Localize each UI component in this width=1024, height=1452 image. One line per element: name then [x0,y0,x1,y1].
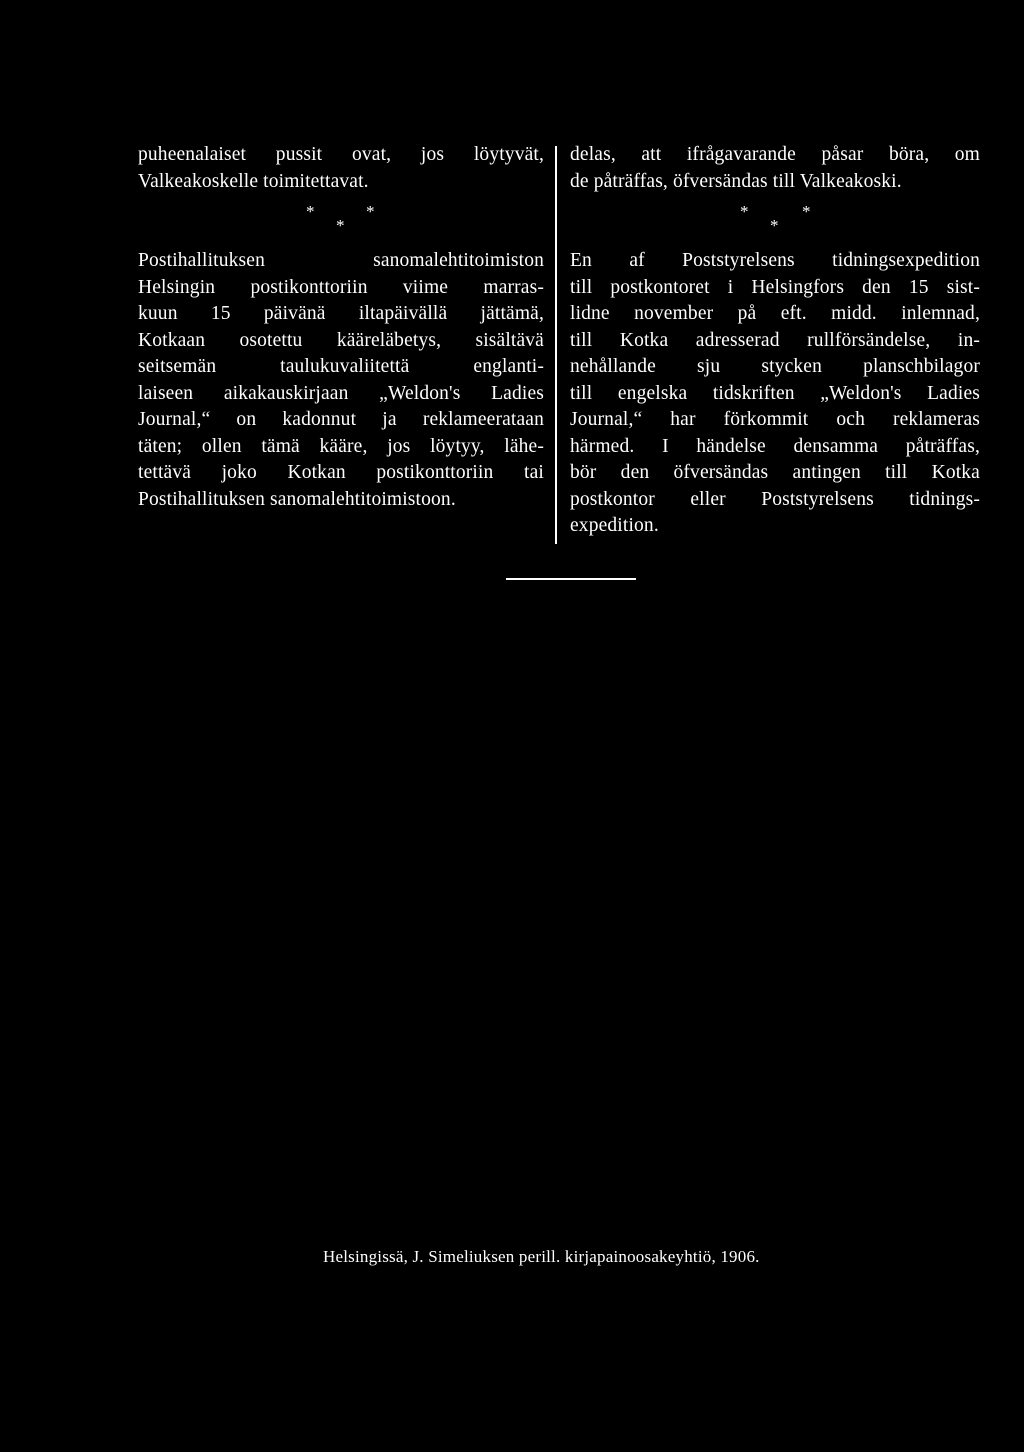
finnish-column [138,142,544,513]
finnish-intro-line: Valkeakoskelle toimitettavat. [138,170,369,192]
swedish-notice-line: postkontor eller Poststyrelsens tidnings- [570,488,980,510]
swedish-notice-line: härmed. I händelse densamma påträffas, [570,435,980,457]
finnish-notice-line: tettävä joko Kotkan postikonttoriin tai [138,462,544,483]
column-divider [555,146,557,544]
swedish-notice-line: En af Poststyrelsens tidningsexpedition [570,250,980,271]
finnish-notice-line: seitsemän taulukuvaliitettä englanti- [138,356,544,377]
swedish-intro-line: delas, att ifrågavarande påsar böra, om [570,144,980,165]
swedish-notice-line: nehållande sju stycken planschbilagor [570,356,980,377]
asterisk: * [366,202,375,221]
finnish-notice-line: Postihallituksen sanomalehtitoimiston [138,250,544,271]
asterisk: * [336,216,345,235]
swedish-notice-line: till postkontoret i Helsingfors den 15 sist- [570,276,980,298]
swedish-notice-line: till engelska tidskriften „Weldon's Ladies [570,382,980,404]
asterisk: * [802,202,811,221]
printer-imprint: Helsingissä, J. Simeliuksen perill. kirjapainoosakeyhtiö, 1906. [323,1247,760,1266]
finnish-notice-line: Postihallituksen sanomalehtitoimistoon. [138,488,456,510]
swedish-notice-line: bör den öfversändas antingen till Kotka [570,462,980,483]
swedish-notice-line: expedition. [570,515,659,536]
swedish-notice-line: lidne november på eft. midd. inlemnad, [570,303,980,324]
section-rule [506,578,636,580]
swedish-column [570,142,980,540]
asterism-separator [570,195,980,248]
finnish-notice-line: Helsingin postikonttoriin viime marras- [138,276,544,298]
swedish-intro-line: de påträffas, öfversändas till Valkeakoski. [570,170,902,192]
asterisk: * [770,216,779,235]
asterism-separator [138,195,544,248]
finnish-intro-line: puheenalaiset pussit ovat, jos löytyvät, [138,144,544,165]
finnish-notice-line: laiseen aikakauskirjaan „Weldon's Ladies [138,382,544,404]
finnish-notice-line: kuun 15 päivänä iltapäivällä jättämä, [138,303,544,324]
asterisk: * [306,202,315,221]
finnish-notice-line: täten; ollen tämä kääre, jos löytyy, lähe- [138,435,544,457]
asterisk: * [740,202,749,221]
finnish-notice-line: Journal,“ on kadonnut ja reklameerataan [138,409,544,430]
swedish-notice-line: Journal,“ har förkommit och reklameras [570,409,980,430]
swedish-notice-line: till Kotka adresserad rullförsändelse, in- [570,329,980,351]
finnish-notice-line: Kotkaan osotettu kääreläbetys, sisältävä [138,329,544,351]
